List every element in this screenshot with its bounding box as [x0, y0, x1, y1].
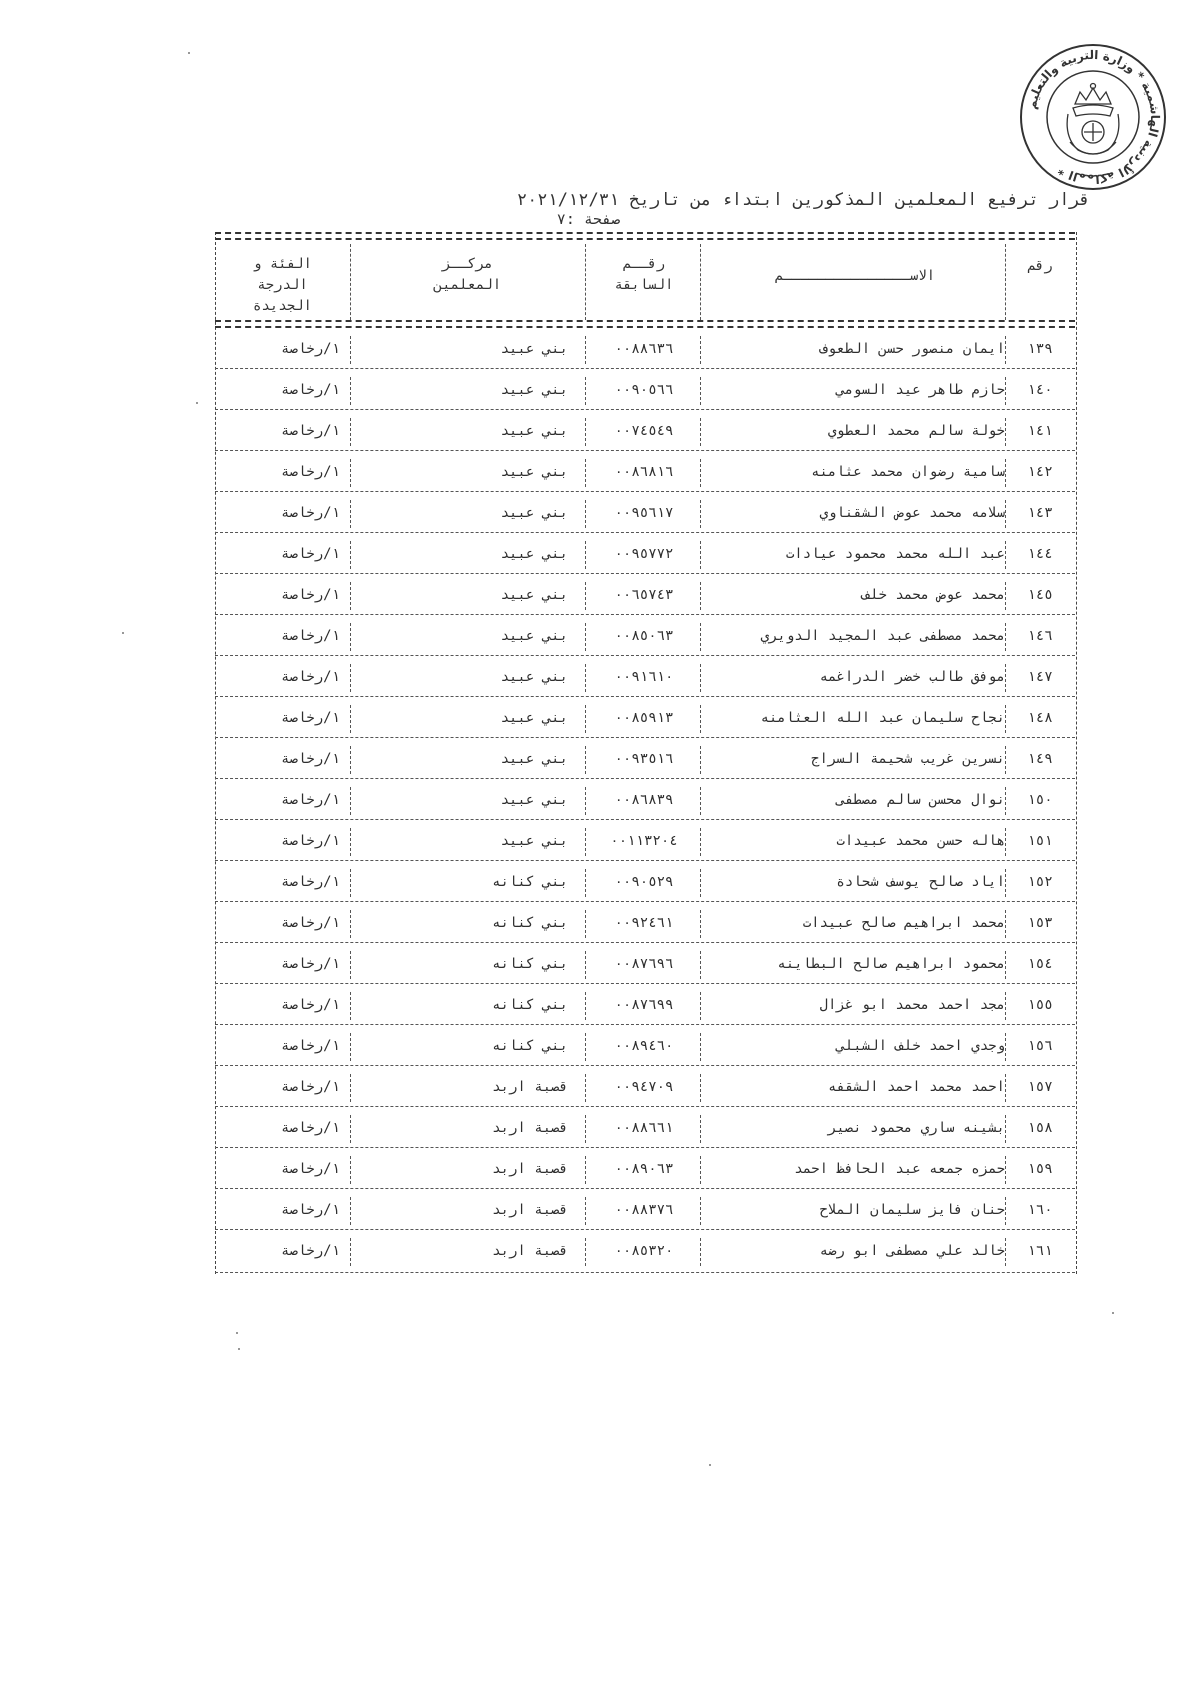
teacher-name: احمد محمد احمد الشقفه [827, 1079, 1005, 1095]
previous-number: ٠٠٩٠٥٢٩ [614, 874, 674, 890]
row-divider [215, 983, 1075, 984]
row-divider [215, 860, 1075, 861]
directorate: بني عبيد [500, 710, 568, 726]
new-grade: ١/رخاصة [280, 956, 340, 972]
row-number: ١٥١ [1027, 833, 1053, 849]
previous-number: ٠٠٨٨٦٣٦ [614, 341, 674, 357]
new-grade: ١/رخاصة [280, 874, 340, 890]
new-grade: ١/رخاصة [280, 792, 340, 808]
table-header [215, 244, 1075, 320]
new-grade: ١/رخاصة [280, 997, 340, 1013]
row-number: ١٤٠ [1027, 382, 1053, 398]
row-divider [215, 1065, 1075, 1066]
table-row [215, 1068, 1075, 1108]
row-divider [215, 819, 1075, 820]
previous-number: ٠٠٩٥٦١٧ [614, 505, 674, 521]
row-divider [215, 368, 1075, 369]
new-grade: ١/رخاصة [280, 833, 340, 849]
row-divider [215, 1147, 1075, 1148]
table-row [215, 986, 1075, 1026]
row-number: ١٣٩ [1027, 341, 1053, 357]
scan-speck [122, 632, 124, 634]
row-number: ١٥٠ [1027, 792, 1053, 808]
teacher-name: نسرين غريب شحيمة السراج [811, 751, 1005, 767]
table-row [215, 863, 1075, 903]
scan-speck [188, 52, 190, 54]
row-number: ١٤٣ [1027, 505, 1053, 521]
column-header-previous-number: رقــم السابقة [614, 256, 674, 293]
row-divider [215, 901, 1075, 902]
directorate: بني كنانه [492, 997, 568, 1013]
row-divider [215, 532, 1075, 533]
row-number: ١٥٣ [1027, 915, 1053, 931]
ministry-seal [1018, 42, 1168, 192]
new-grade: ١/رخاصة [280, 546, 340, 562]
directorate: بني كنانه [492, 1038, 568, 1054]
row-number: ١٥٢ [1027, 874, 1053, 890]
row-divider [215, 778, 1075, 779]
previous-number: ٠٠٩٥٧٧٢ [614, 546, 674, 562]
previous-number: ٠٠٨٩٠٦٣ [614, 1161, 674, 1177]
row-number: ١٤٢ [1027, 464, 1053, 480]
row-number: ١٥٦ [1027, 1038, 1053, 1054]
directorate: بني عبيد [500, 341, 568, 357]
svg-text:المملكة الأردنية الهاشمية * وز [1024, 48, 1162, 186]
directorate: بني عبيد [500, 833, 568, 849]
teacher-name: عبد الله محمد محمود عيادات [785, 546, 1005, 562]
table-row [215, 945, 1075, 985]
row-number: ١٤٤ [1027, 546, 1053, 562]
previous-number: ٠٠٨٥٣٢٠ [614, 1243, 674, 1259]
new-grade: ١/رخاصة [280, 915, 340, 931]
previous-number: ٠٠٨٥٠٦٣ [614, 628, 674, 644]
teacher-name: هاله حسن محمد عبيدات [836, 833, 1005, 849]
teacher-name: وجدي احمد خلف الشبلي [836, 1038, 1005, 1054]
directorate: بني عبيد [500, 546, 568, 562]
directorate: قصبة اربد [492, 1161, 568, 1177]
table-row [215, 494, 1075, 534]
new-grade: ١/رخاصة [280, 751, 340, 767]
row-divider [215, 573, 1075, 574]
teacher-name: محمد مصطفى عبد المجيد الدويري [760, 628, 1005, 644]
document-title: قرار ترفيع المعلمين المذكورين ابتداء من تاريخ ٢٠٢١/١٢/٣١ [516, 190, 1090, 210]
column-header-grade: الفئة و الدرجة الجديدة [252, 256, 312, 314]
table-row [215, 658, 1075, 698]
teacher-name: محمود ابراهيم صالح البطاينه [777, 956, 1005, 972]
row-divider [215, 450, 1075, 451]
row-number: ١٥٧ [1027, 1079, 1053, 1095]
new-grade: ١/رخاصة [280, 1243, 340, 1259]
row-divider [215, 696, 1075, 697]
new-grade: ١/رخاصة [280, 505, 340, 521]
scan-speck [196, 402, 198, 404]
table-row [215, 453, 1075, 493]
row-divider [215, 1024, 1075, 1025]
previous-number: ٠٠٨٩٤٦٠ [614, 1038, 674, 1054]
directorate: بني كنانه [492, 915, 568, 931]
column-header-directorate: مركــز المعلمين [433, 256, 502, 293]
new-grade: ١/رخاصة [280, 1161, 340, 1177]
row-divider [215, 409, 1075, 410]
directorate: قصبة اربد [492, 1079, 568, 1095]
teacher-name: سلامه محمد عوض الشقناوي [819, 505, 1005, 521]
row-number: ١٦٠ [1027, 1202, 1053, 1218]
directorate: بني عبيد [500, 587, 568, 603]
row-number: ١٤١ [1027, 423, 1053, 439]
directorate: بني عبيد [500, 792, 568, 808]
previous-number: ٠٠٨٦٨١٦ [614, 464, 674, 480]
directorate: بني عبيد [500, 423, 568, 439]
seal-text: المملكة الأردنية الهاشمية * وزارة التربية والتعليم * [1024, 47, 1163, 187]
row-number: ١٤٩ [1027, 751, 1053, 767]
directorate: بني كنانه [492, 956, 568, 972]
table-row [215, 330, 1075, 370]
table-bottom-rule [215, 1272, 1075, 1273]
previous-number: ٠٠٨٨٣٧٦ [614, 1202, 674, 1218]
table-row [215, 617, 1075, 657]
row-number: ١٤٨ [1027, 710, 1053, 726]
previous-number: ٠٠٨٨٦٦١ [614, 1120, 674, 1136]
scan-speck [238, 1348, 240, 1350]
teacher-name: موفق طالب خضر الدراغمه [819, 669, 1005, 685]
directorate: بني عبيد [500, 628, 568, 644]
scan-speck [1112, 1312, 1114, 1314]
previous-number: ٠٠٨٥٩١٣ [614, 710, 674, 726]
row-divider [215, 614, 1075, 615]
row-divider [215, 942, 1075, 943]
row-number: ١٤٥ [1027, 587, 1053, 603]
teacher-name: سامية رضوان محمد عثامنه [811, 464, 1005, 480]
teacher-name: بشينه ساري محمود نصير [827, 1120, 1005, 1136]
previous-number: ٠٠١١٣٢٠٤ [610, 833, 678, 849]
directorate: بني عبيد [500, 505, 568, 521]
row-number: ١٤٦ [1027, 628, 1053, 644]
table-row [215, 1150, 1075, 1190]
teacher-name: نجاح سليمان عبد الله العثامنه [760, 710, 1005, 726]
directorate: بني عبيد [500, 669, 568, 685]
directorate: قصبة اربد [492, 1120, 568, 1136]
new-grade: ١/رخاصة [280, 1120, 340, 1136]
teacher-name: محمد ابراهيم صالح عبيدات [802, 915, 1005, 931]
row-number: ١٥٩ [1027, 1161, 1053, 1177]
directorate: بني عبيد [500, 382, 568, 398]
teacher-name: مجد احمد محمد ابو غزال [819, 997, 1005, 1013]
teacher-name: ايمان منصور حسن الطعوف [819, 341, 1005, 357]
new-grade: ١/رخاصة [280, 382, 340, 398]
new-grade: ١/رخاصة [280, 1079, 340, 1095]
previous-number: ٠٠٧٤٥٤٩ [614, 423, 674, 439]
row-divider [215, 1106, 1075, 1107]
new-grade: ١/رخاصة [280, 1202, 340, 1218]
directorate: بني عبيد [500, 751, 568, 767]
table-row [215, 1191, 1075, 1231]
directorate: بني كنانه [492, 874, 568, 890]
teacher-name: حازم طاهر عيد السومي [836, 382, 1005, 398]
teacher-name: خالد علي مصطفى ابو رضه [819, 1243, 1005, 1259]
row-divider [215, 737, 1075, 738]
new-grade: ١/رخاصة [280, 423, 340, 439]
previous-number: ٠٠٨٦٨٣٩ [614, 792, 674, 808]
row-number: ١٥٤ [1027, 956, 1053, 972]
table-row [215, 699, 1075, 739]
teacher-name: حمزه جمعه عبد الحافظ احمد [794, 1161, 1005, 1177]
directorate: قصبة اربد [492, 1202, 568, 1218]
previous-number: ٠٠٩٢٤٦١ [614, 915, 674, 931]
table-row [215, 576, 1075, 616]
row-divider [215, 655, 1075, 656]
table-row [215, 535, 1075, 575]
row-divider [215, 1188, 1075, 1189]
previous-number: ٠٠٩٠٥٦٦ [614, 382, 674, 398]
table-row [215, 1027, 1075, 1067]
table-row [215, 1109, 1075, 1149]
new-grade: ١/رخاصة [280, 628, 340, 644]
directorate: قصبة اربد [492, 1243, 568, 1259]
row-number: ١٤٧ [1027, 669, 1053, 685]
crown-emblem-icon [1067, 84, 1119, 155]
row-number: ١٥٨ [1027, 1120, 1053, 1136]
new-grade: ١/رخاصة [280, 669, 340, 685]
row-divider [215, 491, 1075, 492]
new-grade: ١/رخاصة [280, 464, 340, 480]
table-row [215, 740, 1075, 780]
row-number: ١٦١ [1027, 1243, 1053, 1259]
previous-number: ٠٠٦٥٧٤٣ [614, 587, 674, 603]
table-row [215, 822, 1075, 862]
scan-speck [709, 1464, 711, 1466]
column-header-number: رقم [1027, 258, 1053, 274]
previous-number: ٠٠٩٤٧٠٩ [614, 1079, 674, 1095]
previous-number: ٠٠٨٧٦٩٦ [614, 956, 674, 972]
previous-number: ٠٠٩٣٥١٦ [614, 751, 674, 767]
row-divider [215, 1229, 1075, 1230]
table-row [215, 1232, 1075, 1272]
teacher-name: محمد عوض محمد خلف [861, 587, 1005, 603]
row-number: ١٥٥ [1027, 997, 1053, 1013]
table-row [215, 904, 1075, 944]
column-header-name: الاســـــــــــــــم [774, 268, 936, 284]
teacher-name: حنان فايز سليمان الملاح [819, 1202, 1005, 1218]
new-grade: ١/رخاصة [280, 1038, 340, 1054]
teacher-name: خولة سالم محمد العطوي [827, 423, 1005, 439]
table-row [215, 781, 1075, 821]
page-number: صفحة :٧ [556, 210, 620, 228]
scan-speck [236, 1332, 238, 1334]
teacher-name: نوال محسن سالم مصطفى [836, 792, 1005, 808]
table-row [215, 371, 1075, 411]
new-grade: ١/رخاصة [280, 341, 340, 357]
teacher-name: اياد صالح يوسف شحادة [836, 874, 1005, 890]
new-grade: ١/رخاصة [280, 710, 340, 726]
table-top-rule [215, 232, 1075, 240]
table-row [215, 412, 1075, 452]
previous-number: ٠٠٩١٦١٠ [614, 669, 674, 685]
previous-number: ٠٠٨٧٦٩٩ [614, 997, 674, 1013]
directorate: بني عبيد [500, 464, 568, 480]
new-grade: ١/رخاصة [280, 587, 340, 603]
